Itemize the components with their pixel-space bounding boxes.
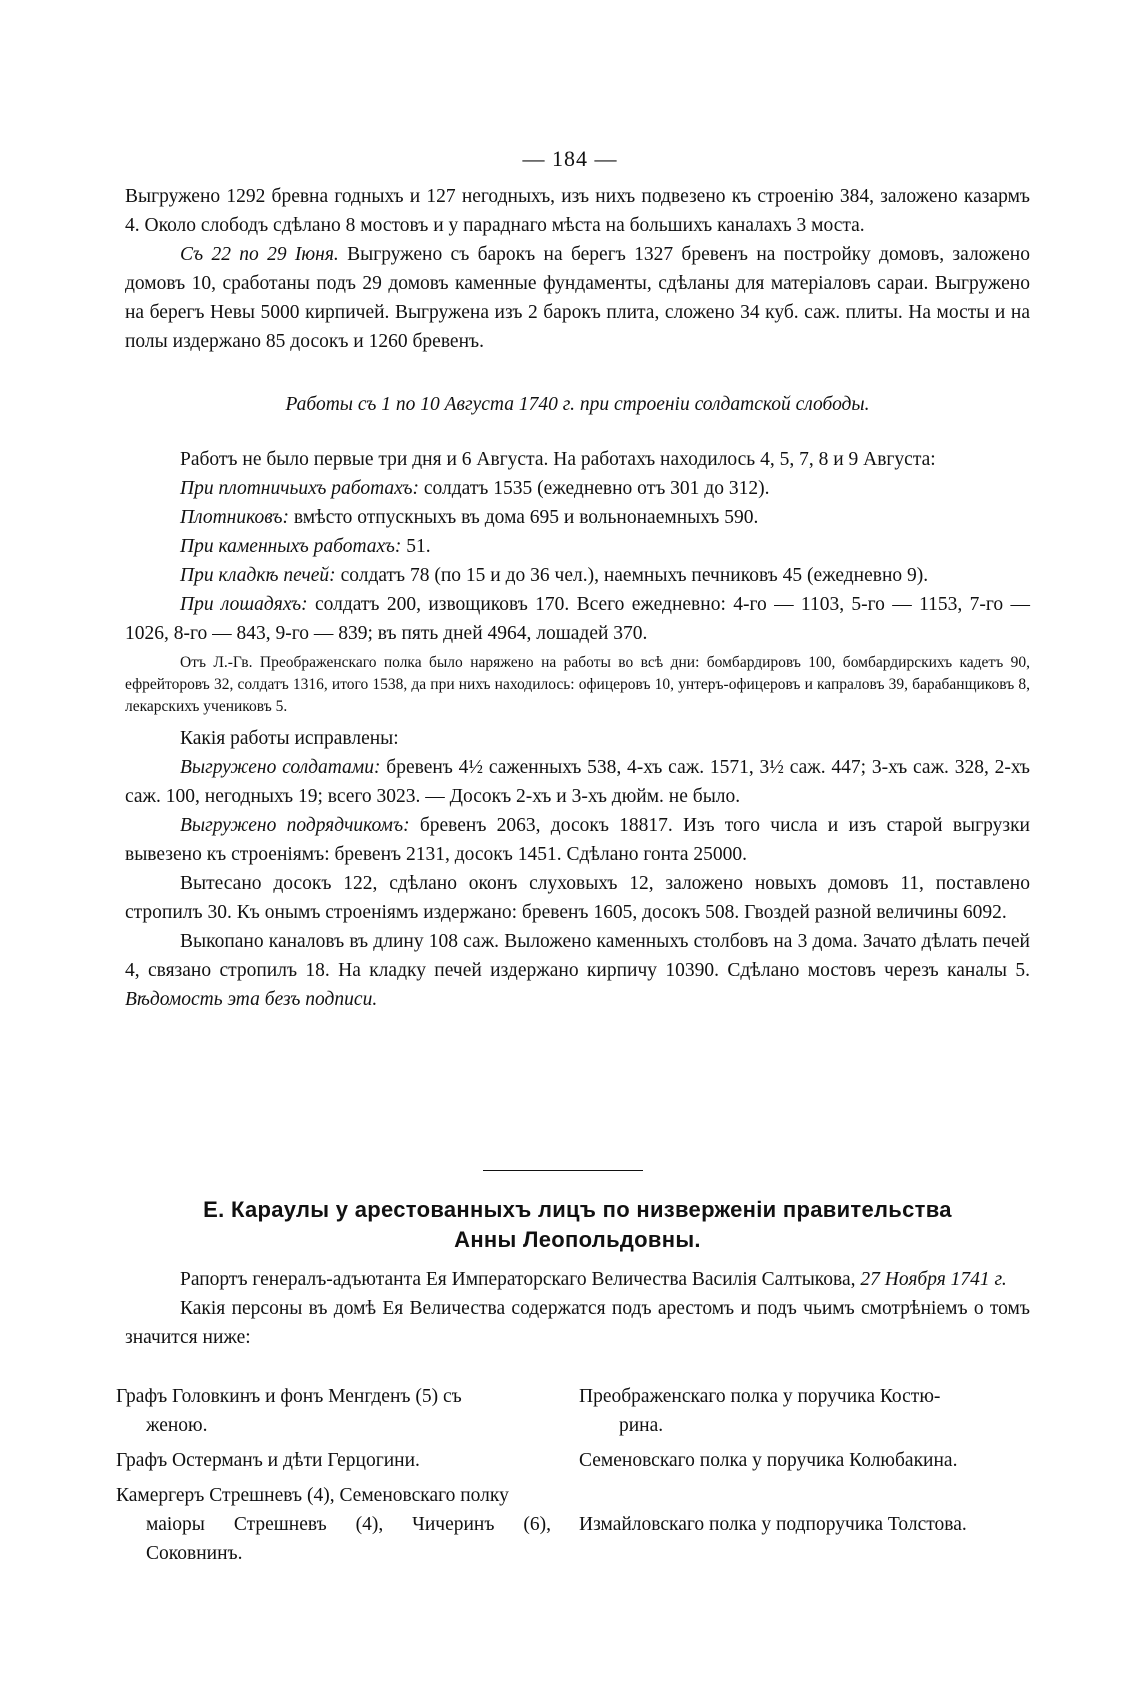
stoves-line — [125, 561, 1030, 590]
guard-post — [579, 1446, 1034, 1475]
report-date: 27 Ноября 1741 г. — [860, 1269, 1007, 1290]
carpentry-line — [125, 474, 1030, 503]
guard-person — [116, 1481, 551, 1568]
intro-paragraph-2 — [125, 240, 1030, 356]
section-title — [125, 1195, 1030, 1255]
soldiers-text: бревенъ 4½ саженныхъ 538, 4-хъ саж. 1571, 3½ саж. 447; 3-хъ саж. 328, 2-хъ саж. 100, негодныхъ 19; всего 3023. — Досокъ 2-хъ и 3-хъ дюйм. не было. — [125, 757, 1030, 807]
stone-text: 51. — [401, 536, 431, 557]
page-number: — 184 — — [522, 146, 618, 171]
dug-text: Выкопано каналовъ въ длину 108 саж. Выложено каменныхъ столбовъ на 3 дома. Зачато дѣлать печей 4, связано стропилъ 18. На кладку печей издержано кирпичу 10390. Сдѣлано мостовъ черезъ каналы 5. — [125, 931, 1030, 981]
intro-paragraph-2-text: Выгружено съ барокъ на берегъ 1327 бревенъ на постройку домовъ, заложено домовъ 10, сработаны подъ 29 домовъ каменные фундаменты, сдѣланы для матеріаловъ сараи. Выгружено на берегъ Невы 5000 кирпичей. Выгружена изъ 2 барокъ плита, сложено 34 куб. саж. плиты. На мосты и на полы издержано 85 досокъ и 1260 бревенъ. — [125, 244, 1030, 352]
dug-note: Вѣдомость эта безъ подписи. — [125, 989, 378, 1010]
date-label: Съ 22 по 29 Іюня. — [180, 244, 339, 265]
stone-label: При каменныхъ работахъ: — [180, 536, 402, 557]
guards-table — [116, 1382, 1034, 1574]
intro-block — [125, 182, 1030, 356]
carpenters-label: Плотниковъ: — [180, 507, 290, 528]
section-title-line-1: Е. Караулы у арестованныхъ лицъ по низверженіи правительства — [203, 1197, 952, 1222]
guard-person — [116, 1446, 551, 1475]
guard-post-line: Семеновскаго полка у поручика Колюбакина. — [579, 1450, 958, 1471]
horses-text: солдатъ 200, извощиковъ 170. Всего ежедневно: 4-го — 1103, 5-го — 1153, 7-го — 1026, 8-го — 843, 9-го — 839; въ пять дней 4964, лошадей 370. — [125, 594, 1030, 644]
intro-paragraph-1: Выгружено 1292 бревна годныхъ и 127 негодныхъ, изъ нихъ подвезено къ строенію 384, заложено казармъ 4. Около слободъ сдѣлано 8 мостовъ и у параднаго мѣста на большихъ каналахъ 3 моста. — [125, 186, 1030, 236]
works-block — [125, 390, 1030, 1014]
section-title-line-2: Анны Леопольдовны. — [454, 1227, 701, 1252]
corrected-heading: Какія работы исправлены: — [180, 728, 399, 749]
soldiers-line — [125, 753, 1030, 811]
carpentry-label: При плотничьихъ работахъ: — [180, 478, 419, 499]
carpentry-text: солдатъ 1535 (ежедневно отъ 301 до 312). — [418, 478, 770, 499]
soldiers-label: Выгружено солдатами: — [180, 757, 381, 778]
guard-post-line: рина. — [619, 1415, 664, 1436]
report-block — [125, 1265, 1030, 1352]
works-heading: Работы съ 1 по 10 Августа 1740 г. при строеніи солдатской слободы. — [285, 394, 870, 415]
guard-person-line: маіоры Стрешневъ (4), Чичеринъ (6), Соковнинъ. — [146, 1514, 551, 1564]
persons-intro: Какія персоны въ домѣ Ея Величества содержатся подъ арестомъ и подъ чьимъ смотрѣніемъ о томъ значится ниже: — [125, 1298, 1030, 1348]
dug-paragraph — [125, 927, 1030, 1014]
hewn-paragraph: Вытесано досокъ 122, сдѣлано оконъ слуховыхъ 12, заложено новыхъ домовъ 11, поставлено стропилъ 30. Къ онымъ строеніямъ издержано: бревенъ 1605, досокъ 508. Гвоздей разной величины 6092. — [125, 873, 1030, 923]
carpenters-text: вмѣсто отпускныхъ въ дома 695 и вольнонаемныхъ 590. — [289, 507, 759, 528]
guard-person-line: Графъ Остерманъ и дѣти Герцогини. — [116, 1450, 420, 1471]
stoves-text: солдатъ 78 (по 15 и до 36 чел.), наемныхъ печниковъ 45 (ежедневно 9). — [335, 565, 929, 586]
stoves-label: При кладкѣ печей: — [180, 565, 336, 586]
guard-post-line: Преображенскаго полка у поручика Костю- — [579, 1386, 941, 1407]
report-paragraph — [125, 1265, 1030, 1294]
horses-line — [125, 590, 1030, 648]
guard-row — [116, 1481, 1034, 1568]
stone-line — [125, 532, 1030, 561]
contractor-text: бревенъ 2063, досокъ 18817. Изъ того числа и изъ старой выгрузки вывезено къ строеніямъ: бревенъ 2131, досокъ 1451. Сдѣлано гонта 25000. — [125, 815, 1030, 865]
guard-post — [579, 1481, 1034, 1568]
horses-label: При лошадяхъ: — [180, 594, 308, 615]
section-divider — [483, 1170, 643, 1171]
contractor-label: Выгружено подрядчикомъ: — [180, 815, 410, 836]
guard-person-line: Камергеръ Стрешневъ (4), Семеновскаго полку — [116, 1485, 509, 1506]
regiment-note: Отъ Л.-Гв. Преображенскаго полка было наряжено на работы во всѣ дни: бомбардировъ 100, бомбардирскихъ кадетъ 90, ефрейторовъ 32, солдатъ 1316, итого 1538, да при нихъ находилось: офицеровъ 10, унтеръ-офицеровъ и капраловъ 39, барабанщиковъ 8, лекарскихъ учениковъ 5. — [125, 654, 1030, 715]
report-text: Рапортъ генералъ-адъютанта Ея Императорскаго Величества Василія Салтыкова, — [180, 1269, 861, 1290]
guard-row — [116, 1382, 1034, 1440]
guard-person-line: Графъ Головкинъ и фонъ Менгденъ (5) съ — [116, 1386, 462, 1407]
guard-post — [579, 1382, 1034, 1440]
guard-row — [116, 1446, 1034, 1475]
works-intro: Работъ не было первые три дня и 6 Августа. На работахъ находилось 4, 5, 7, 8 и 9 Августа: — [180, 449, 936, 470]
contractor-line — [125, 811, 1030, 869]
carpenters-line — [125, 503, 1030, 532]
guard-person-line: женою. — [146, 1415, 208, 1436]
guard-post-line: Измайловскаго полка у подпоручика Толстова. — [579, 1514, 967, 1535]
guard-person — [116, 1382, 551, 1440]
